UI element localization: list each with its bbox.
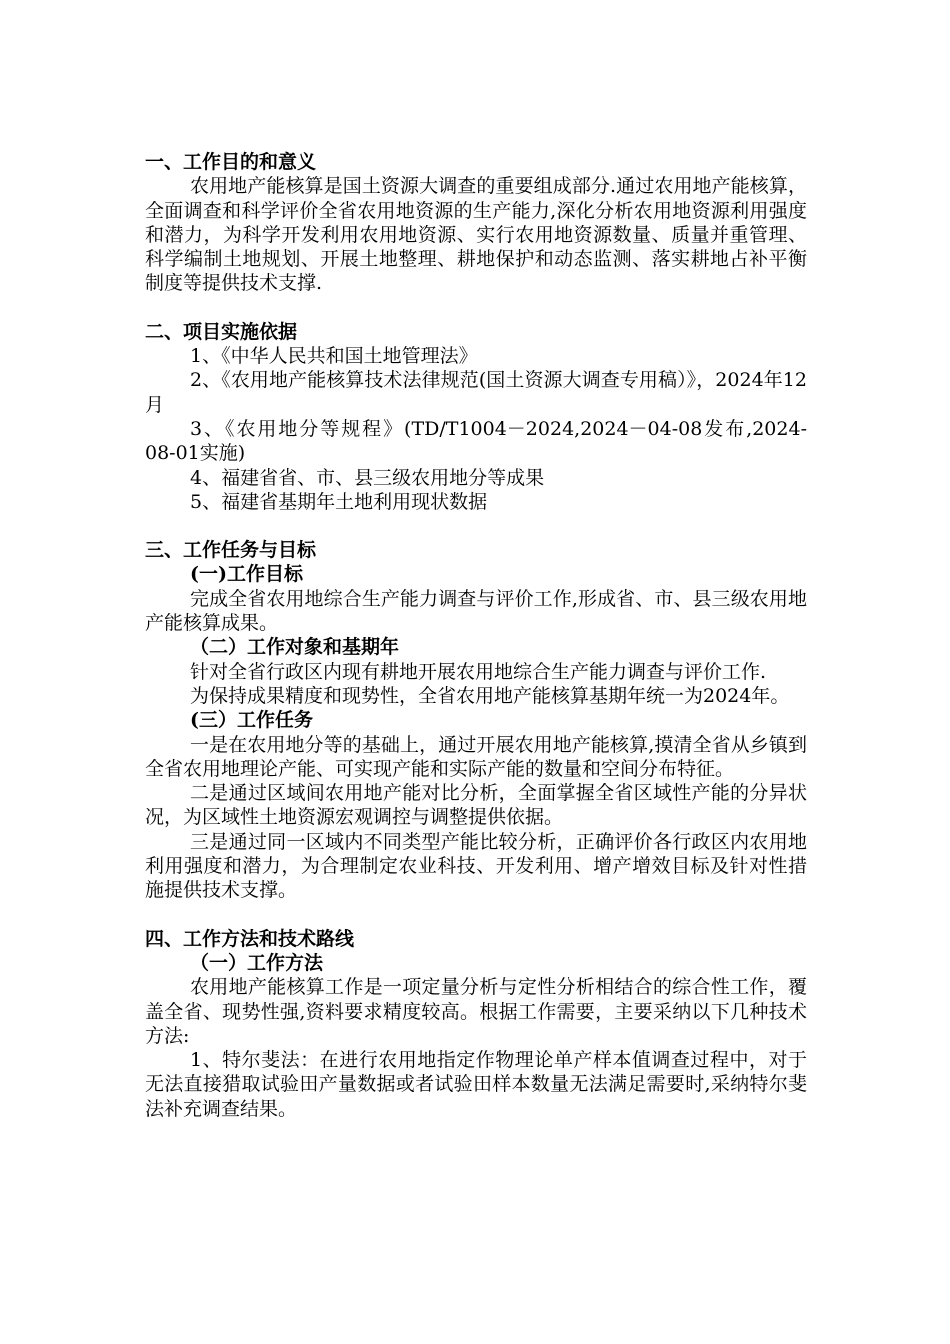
list-item: 4、福建省省、市、县三级农用地分等成果 <box>190 466 545 489</box>
list-item: 2、《农用地产能核算技术法律规范(国土资源大调查专用稿）》，2024年12月 <box>145 369 807 416</box>
subsection-heading: （一）工作方法 <box>190 951 324 974</box>
paragraph: 农用地产能核算是国土资源大调查的重要组成部分.通过农用地产能核算，全面调查和科学评价全省农用地资源的生产能力,深化分析农用地资源利用强度和潜力，为科学开发利用农用地资源、实行农用地资源数量、质量并重管理、科学编制土地规划、开展土地整理、耕地保护和动态监测、落实耕地占补平衡制度等提供技术支撑. <box>145 175 807 295</box>
list-item: 5、福建省基期年土地利用现状数据 <box>190 490 488 513</box>
paragraph: 一是在农用地分等的基础上，通过开展农用地产能核算,摸清全省从乡镇到全省农用地理论产能、可实现产能和实际产能的数量和空间分布特征。 <box>145 733 807 780</box>
paragraph: 三是通过同一区域内不同类型产能比较分析，正确评价各行政区内农用地利用强度和潜力，为合理制定农业科技、开发利用、增产增效目标及针对性措施提供技术支撑。 <box>145 830 807 902</box>
list-item: 3、《农用地分等规程》(TD/T1004－2024,2024－04-08发布,2024-08-01实施) <box>145 417 807 465</box>
subsection-heading: （二）工作对象和基期年 <box>190 636 400 659</box>
section-heading: 三、工作任务与目标 <box>145 539 317 562</box>
list-item: 1、《中华人民共和国土地管理法》 <box>190 345 478 368</box>
paragraph: 1、特尔斐法：在进行农用地指定作物理论单产样本值调查过程中，对于无法直接猎取试验田产量数据或者试验田样本数量无法满足需要时,采纳特尔斐法补充调查结果。 <box>145 1049 807 1120</box>
paragraph: 二是通过区域间农用地产能对比分析，全面掌握全省区域性产能的分异状况，为区域性土地资源宏观调控与调整提供依据。 <box>145 782 807 829</box>
section-heading: 一、工作目的和意义 <box>145 151 317 173</box>
section-heading: 二、项目实施依据 <box>145 320 298 343</box>
paragraph: 为保持成果精度和现势性，全省农用地产能核算基期年统一为2024年。 <box>190 684 790 707</box>
subsection-heading: (一)工作目标 <box>190 563 303 586</box>
section-heading: 四、工作方法和技术路线 <box>145 927 355 950</box>
paragraph: 完成全省农用地综合生产能力调查与评价工作,形成省、市、县三级农用地产能核算成果。 <box>145 587 807 635</box>
paragraph: 针对全省行政区内现有耕地开展农用地综合生产能力调查与评价工作. <box>190 660 767 683</box>
document-page <box>145 150 807 1121</box>
subsection-heading: (三）工作任务 <box>190 709 313 732</box>
paragraph: 农用地产能核算工作是一项定量分析与定性分析相结合的综合性工作，覆盖全省、现势性强,资料要求精度较高。根据工作需要，主要采纳以下几种技术方法: <box>145 976 807 1047</box>
